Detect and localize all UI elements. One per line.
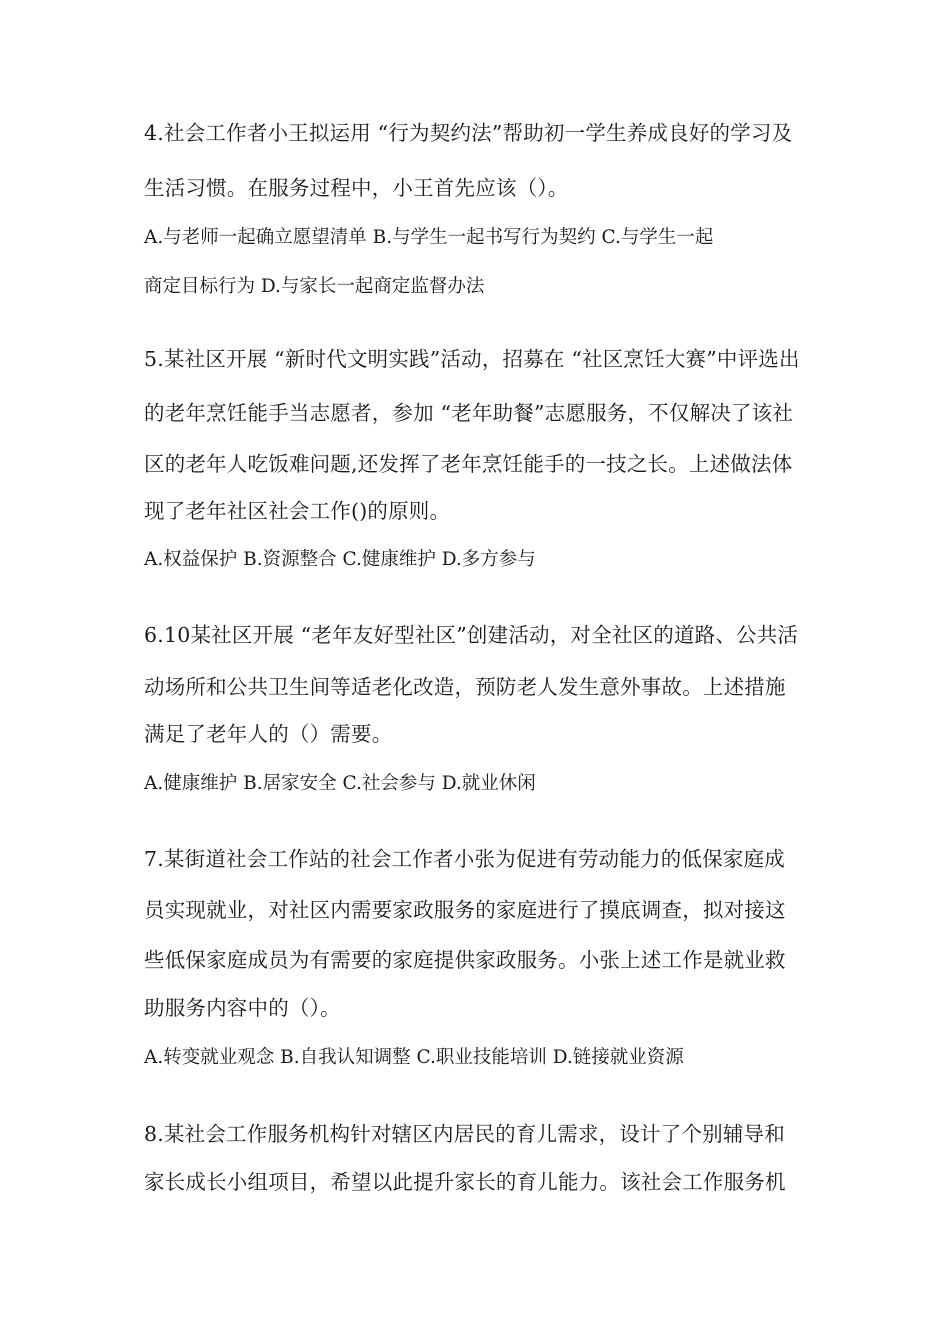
question-8-line-1: 8.某社会工作服务机构针对辖区内居民的育儿需求，设计了个别辅导和 [144,1122,785,1146]
question-4-line-1: 4.社会工作者小王拟运用 “行为契约法”帮助初一学生养成良好的学习及 [144,121,793,145]
question-4-options-line-2: 商定目标行为 D.与家长一起商定监督办法 [144,276,485,297]
question-4-options-line-1: A.与老师一起确立愿望清单 B.与学生一起书写行为契约 C.与学生一起 [144,227,714,248]
question-5-line-3: 区的老年人吃饭难问题,还发挥了老年烹饪能手的一技之长。上述做法体 [144,452,793,476]
question-7-line-4: 助服务内容中的（）。 [144,996,341,1020]
question-5-line-2: 的老年烹饪能手当志愿者，参加 “老年助餐”志愿服务，不仅解决了该社 [144,401,794,425]
question-8-line-2: 家长成长小组项目，希望以此提升家长的育儿能力。该社会工作服务机 [144,1170,786,1194]
question-7-options-line-1: A.转变就业观念 B.自我认知调整 C.职业技能培训 D.链接就业资源 [144,1047,684,1068]
question-6-options-line-1: A.健康维护 B.居家安全 C.社会参与 D.就业休闲 [144,773,536,794]
question-6-line-1: 6.10某社区开展 “老年友好型社区”创建活动，对全社区的道路、公共活 [144,623,799,647]
question-7-line-3: 些低保家庭成员为有需要的家庭提供家政服务。小张上述工作是就业救 [144,948,786,972]
question-6-line-3: 满足了老年人的（）需要。 [144,722,393,746]
question-5-line-1: 5.某社区开展 “新时代文明实践”活动，招募在 “社区烹饪大赛”中评选出 [144,347,800,371]
question-7-line-2: 员实现就业，对社区内需要家政服务的家庭进行了摸底调查，拟对接这 [144,898,786,922]
question-4-line-2: 生活习惯。在服务过程中，小王首先应该（）。 [144,176,569,200]
question-7-line-1: 7.某街道社会工作站的社会工作者小张为促进有劳动能力的低保家庭成 [144,847,785,871]
question-6-line-2: 动场所和公共卫生间等适老化改造，预防老人发生意外事故。上述措施 [144,675,786,699]
question-5-options-line-1: A.权益保护 B.资源整合 C.健康维护 D.多方参与 [144,549,536,570]
question-5-line-4: 现了老年社区社会工作()的原则。 [144,499,451,523]
